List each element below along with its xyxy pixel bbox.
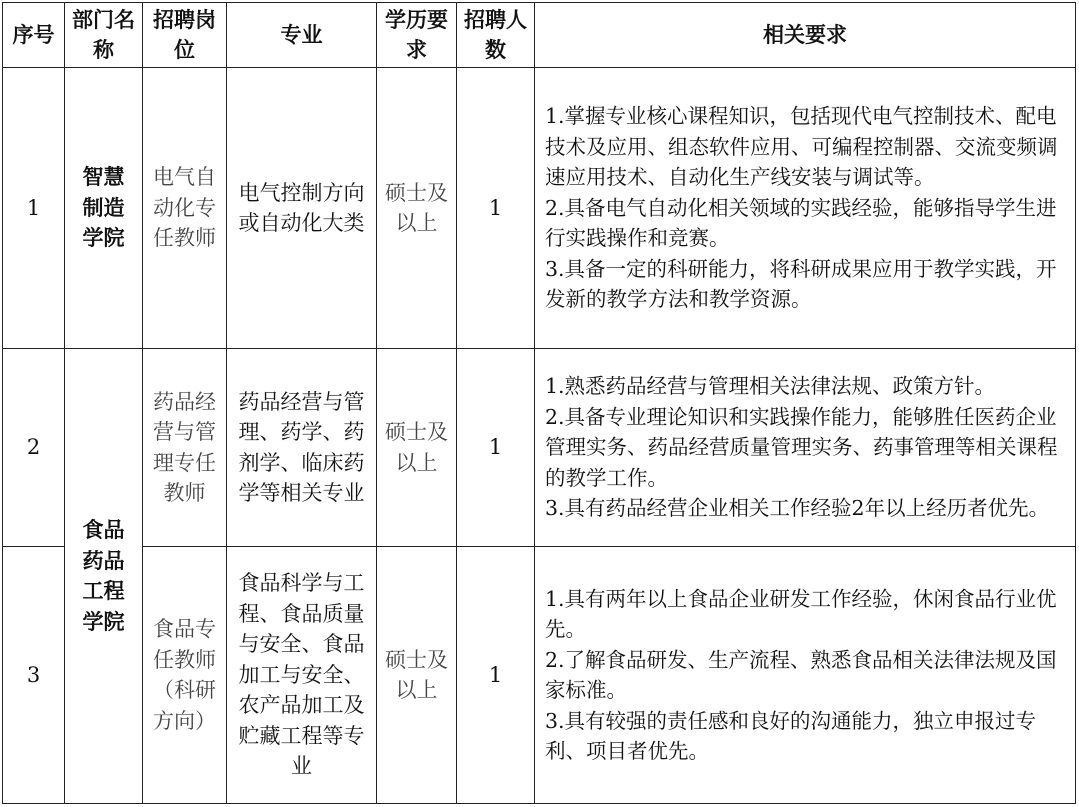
header-position: 招聘岗位 [143, 3, 227, 68]
requirement-item: 2.具备电气自动化相关领域的实践经验，能够指导学生进行实践操作和竞赛。 [545, 195, 1057, 251]
requirement-item: 1.掌握专业核心课程知识，包括现代电气控制技术、配电技术及应用、组态软件应用、可编程控制器、交流变频调速应用技术、自动化生产线安装与调试等。 [545, 104, 1058, 190]
row-seq: 1 [3, 68, 65, 349]
row-education: 硕士及以上 [377, 349, 457, 547]
row-position: 电气自动化专任教师 [143, 68, 227, 349]
table-row [3, 349, 1076, 547]
row-count: 1 [457, 349, 535, 547]
header-dept: 部门名称 [65, 3, 143, 68]
header-row [3, 3, 1076, 68]
row-position: 药品经营与管理专任教师 [143, 349, 227, 547]
row-dept: 食品药品工程学院 [65, 349, 143, 804]
requirement-item: 3.具有药品经营企业相关工作经验2年以上经历者优先。 [545, 496, 1050, 521]
row-position: 食品专任教师（科研方向） [143, 547, 227, 804]
requirement-item: 3.具备一定的科研能力，将科研成果应用于教学实践，开发新的教学方法和教学资源。 [545, 256, 1057, 312]
header-requirements: 相关要求 [535, 3, 1076, 68]
row-requirements [535, 68, 1076, 349]
table-row [3, 547, 1076, 804]
row-major: 食品科学与工程、食品质量与安全、食品加工与安全、农产品加工及贮藏工程等专业 [227, 547, 377, 804]
requirement-item: 2.具备专业理论知识和实践操作能力，能够胜任医药企业管理实务、药品经营质量管理实务、药事管理等相关课程的教学工作。 [545, 404, 1058, 490]
row-major: 药品经营与管理、药学、药剂学、临床药学等相关专业 [227, 349, 377, 547]
row-requirements [535, 349, 1076, 547]
header-seq: 序号 [3, 3, 65, 68]
row-education: 硕士及以上 [377, 547, 457, 804]
header-education: 学历要求 [377, 3, 457, 68]
row-count: 1 [457, 547, 535, 804]
row-count: 1 [457, 68, 535, 349]
row-education: 硕士及以上 [377, 68, 457, 349]
requirement-item: 1.具有两年以上食品企业研发工作经验，休闲食品行业优先。 [545, 586, 1057, 641]
requirement-item: 1.熟悉药品经营与管理相关法律法规、政策方针。 [545, 374, 996, 399]
table-row [3, 68, 1076, 349]
requirement-item: 3.具有较强的责任感和良好的沟通能力，独立申报过专利、项目者优先。 [545, 708, 1037, 763]
requirement-item: 2.了解食品研发、生产流程、熟悉食品相关法律法规及国家标准。 [545, 647, 1057, 702]
header-major: 专业 [227, 3, 377, 68]
row-seq: 2 [3, 349, 65, 547]
row-dept: 智慧制造学院 [65, 68, 143, 349]
header-count: 招聘人数 [457, 3, 535, 68]
row-requirements [535, 547, 1076, 804]
row-seq: 3 [3, 547, 65, 804]
row-major: 电气控制方向或自动化大类 [227, 68, 377, 349]
recruitment-table [2, 2, 1076, 804]
